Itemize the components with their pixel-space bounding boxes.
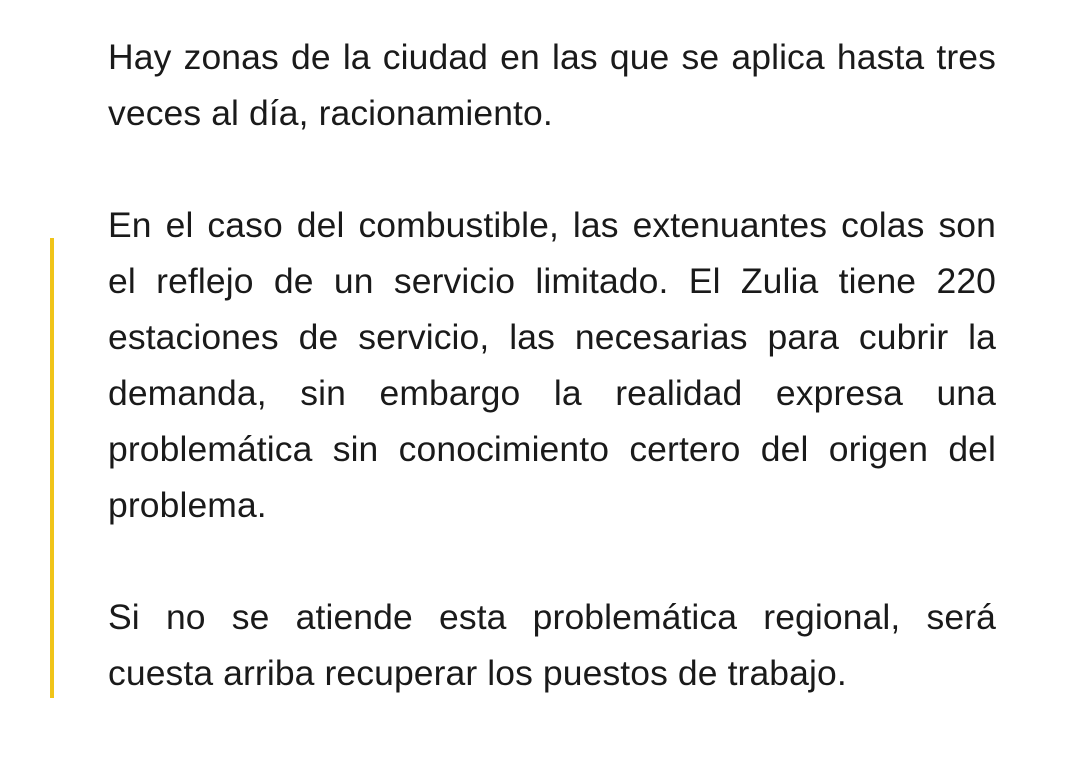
accent-vertical-rule (50, 238, 54, 698)
paragraph-fuel: En el caso del combustible, las extenuantes colas son el reflejo de un servicio limitado. El Zulia tiene 220 estaciones de servicio, las necesarias para cubrir la demanda, sin embargo la realidad expresa una problemática sin conocimiento certero del origen del problema. (108, 205, 996, 525)
paragraph-regional-problem: Si no se atiende esta problemática regional, será cuesta arriba recuperar los puestos de trabajo. (108, 597, 996, 693)
article-body (108, 29, 996, 757)
paragraph-rationing: Hay zonas de la ciudad en las que se aplica hasta tres veces al día, racionamiento. (108, 37, 996, 133)
